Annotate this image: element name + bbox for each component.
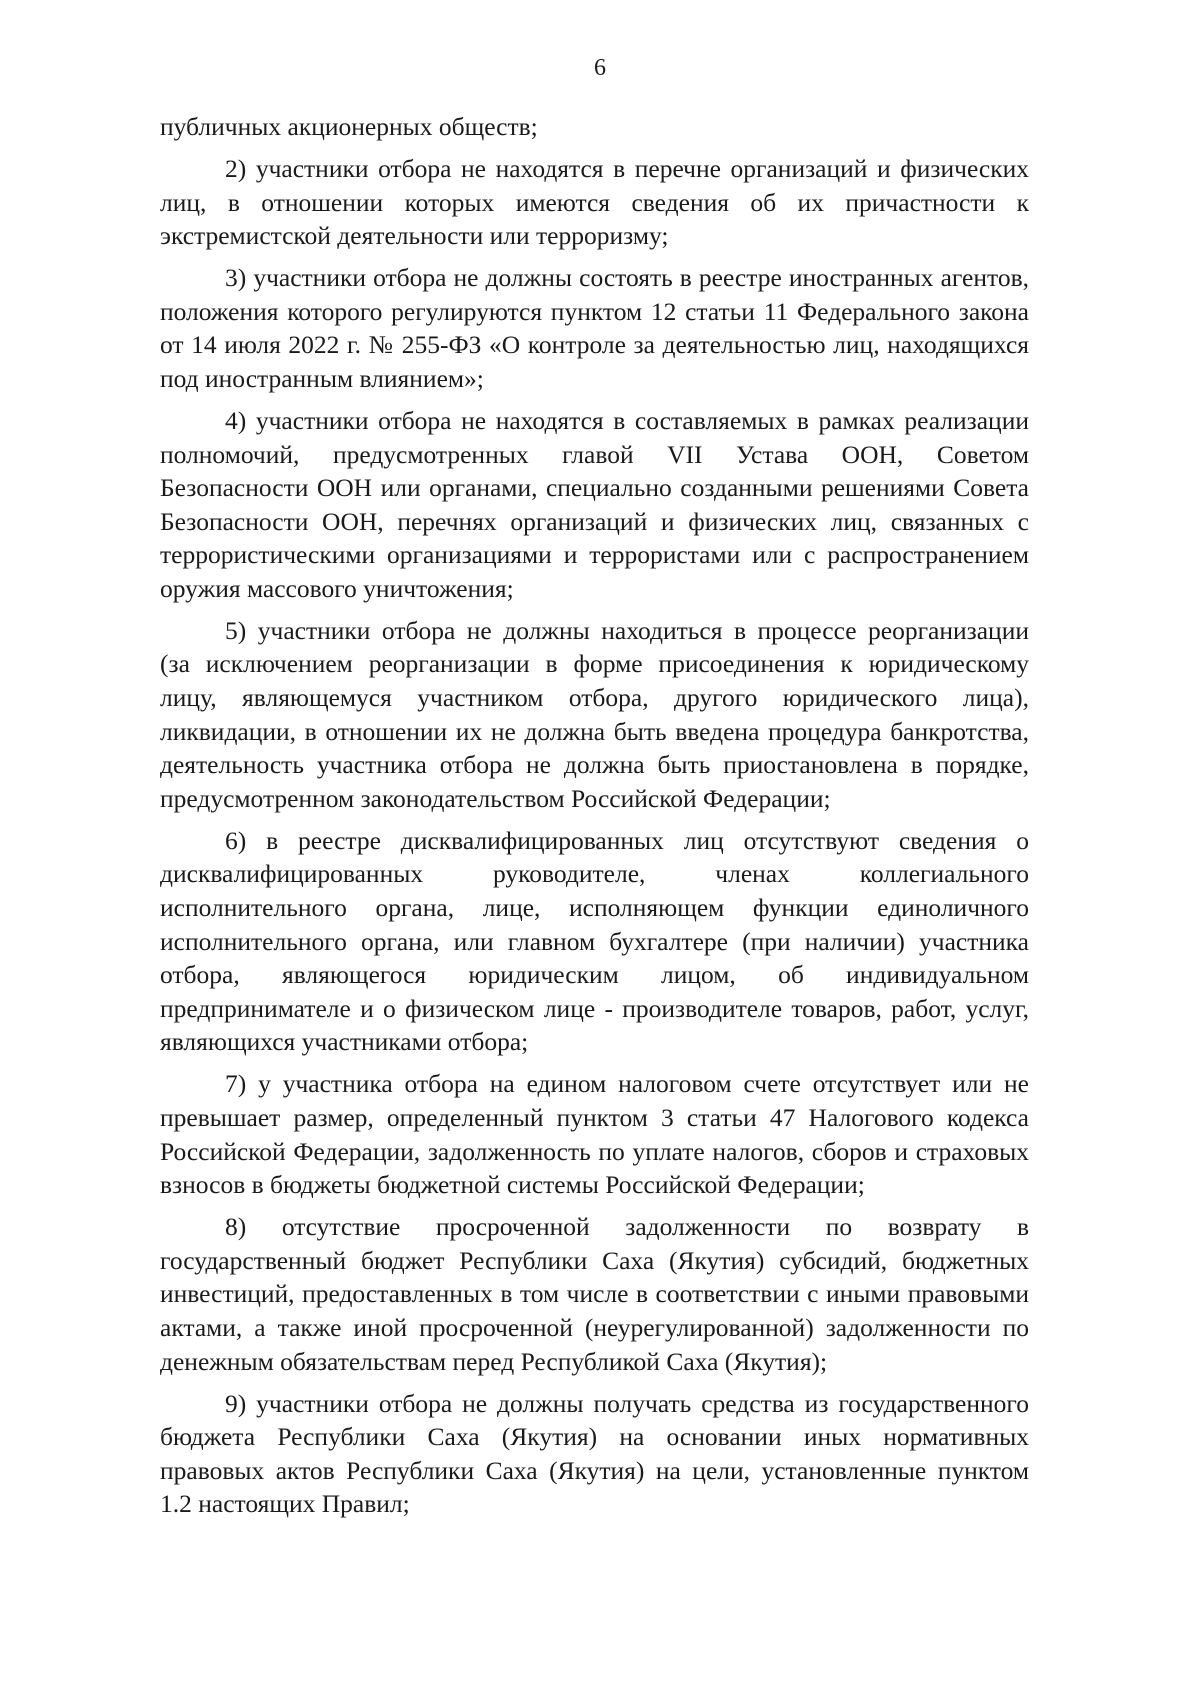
text-line: 5) участники отбора не должны находиться в процессе реорганизации	[225, 615, 1029, 645]
text-line: исполнительного органа, или главном бухгалтере (при наличии) участника	[160, 926, 1029, 956]
text-line: 3) участники отбора не должны состоять в реестре иностранных агентов,	[225, 263, 1029, 293]
text-line: 7) у участника отбора на едином налоговом счете отсутствует или не	[225, 1069, 1029, 1099]
text-line: государственный бюджет Республики Саха (Якутия) субсидий, бюджетных	[160, 1245, 1029, 1275]
text-line: полномочий, предусмотренных главой VII Устава ООН, Советом	[160, 439, 1029, 469]
paragraph-item-2	[160, 152, 1029, 253]
page-number: 6	[594, 55, 606, 81]
text-line: положения которого регулируются пунктом 12 статьи 11 Федерального закона	[160, 296, 1029, 326]
text-line: денежным обязательствам перед Республикой Саха (Якутия);	[160, 1346, 828, 1376]
text-line: деятельность участника отбора не должна быть приостановлена в порядке,	[160, 750, 1029, 780]
paragraph-item-3	[160, 261, 1029, 395]
text-line: 1.2 настоящих Правил;	[160, 1489, 410, 1519]
text-line: лиц, в отношении которых имеются сведения об их причастности к	[160, 187, 1029, 217]
text-line: исполнительного органа, лице, исполняющем функции единоличного	[160, 893, 1029, 923]
text-line: ликвидации, в отношении их не должна быть введена процедура банкротства,	[160, 716, 1029, 746]
text-line: инвестиций, предоставленных в том числе в соответствии с иными правовыми	[160, 1279, 1029, 1309]
text-line: дисквалифицированных руководителе, членах коллегиального	[160, 859, 1029, 889]
text-line: отбора, являющегося юридическим лицом, об индивидуальном	[160, 960, 1029, 990]
text-line: публичных акционерных обществ;	[160, 112, 538, 141]
text-line: Безопасности ООН или органами, специально созданными решениями Совета	[160, 473, 1029, 503]
text-line: Безопасности ООН, перечнях организаций и физических лиц, связанных с	[160, 506, 1029, 536]
text-line: превышает размер, определенный пунктом 3 статьи 47 Налогового кодекса	[160, 1102, 1029, 1132]
text-line: 2) участники отбора не находятся в перечне организаций и физических	[225, 153, 1029, 183]
text-line: 9) участники отбора не должны получать средства из государственного	[225, 1388, 1029, 1418]
text-line: взносов в бюджеты бюджетной системы Российской Федерации;	[160, 1170, 865, 1200]
text-line: актами, а также иной просроченной (неурегулированной) задолженности по	[160, 1312, 1029, 1342]
text-line: от 14 июля 2022 г. № 255-ФЗ «О контроле за деятельностью лиц, находящихся	[160, 330, 1029, 360]
text-line: лицу, являющемуся участником отбора, другого юридического лица),	[160, 683, 1029, 713]
text-line: Российской Федерации, задолженность по уплате налогов, сборов и страховых	[160, 1136, 1029, 1166]
paragraph-item-9	[160, 1387, 1029, 1521]
text-line: правовых актов Республики Саха (Якутия) на цели, установленные пунктом	[160, 1455, 1029, 1485]
text-line: предпринимателе и о физическом лице - производителе товаров, работ, услуг,	[160, 993, 1029, 1023]
text-line: оружия массового уничтожения;	[160, 573, 514, 603]
text-line: предусмотренном законодательством Российской Федерации;	[160, 783, 831, 813]
document-body	[160, 110, 1029, 1529]
text-line: террористическими организациями и террористами или с распространением	[160, 540, 1029, 570]
paragraph-item-8	[160, 1210, 1029, 1378]
text-line: 6) в реестре дисквалифицированных лиц отсутствуют сведения о	[225, 825, 1029, 855]
paragraph-continuation	[160, 110, 1029, 144]
text-line: бюджета Республики Саха (Якутия) на основании иных нормативных	[160, 1422, 1029, 1452]
paragraph-item-6	[160, 824, 1029, 1059]
text-line: 4) участники отбора не находятся в составляемых в рамках реализации	[225, 405, 1029, 435]
text-line: под иностранным влиянием»;	[160, 363, 484, 393]
paragraph-item-5	[160, 614, 1029, 816]
text-line: (за исключением реорганизации в форме присоединения к юридическому	[160, 649, 1029, 679]
paragraph-item-7	[160, 1067, 1029, 1201]
text-line: являющихся участниками отбора;	[160, 1027, 529, 1057]
text-line: экстремистской деятельности или терроризму;	[160, 221, 669, 251]
paragraph-item-4	[160, 404, 1029, 606]
text-line: 8) отсутствие просроченной задолженности по возврату в	[225, 1212, 1029, 1242]
